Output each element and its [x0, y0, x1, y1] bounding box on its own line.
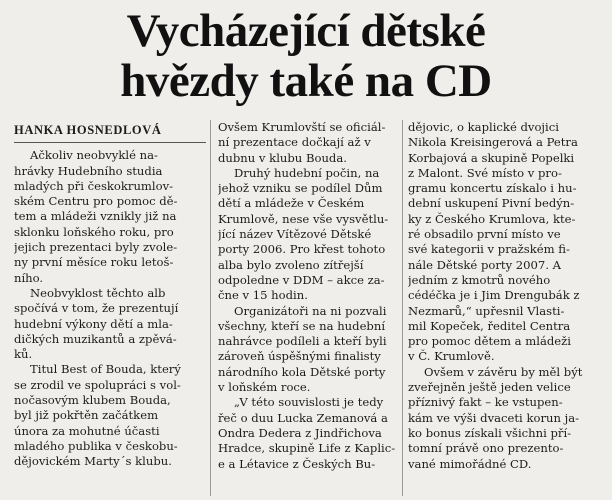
text-line: vané mimořádné CD. — [408, 456, 532, 471]
text-line: hudební výkony dětí a mla- — [14, 316, 173, 331]
column-divider — [210, 120, 211, 496]
text-line: čne v 15 hodin. — [218, 288, 308, 303]
text-line: tem a mládeži vznikly již na — [14, 209, 177, 224]
text-line: dětí a mládeže v Českém — [218, 196, 365, 211]
text-line: Neobvyklost těchto alb — [30, 285, 166, 300]
text-line: mil Kopeček, ředitel Centra — [408, 318, 571, 333]
text-line: hrávky Hudebního studia — [14, 163, 163, 178]
headline-line-1: Vycházející dětské — [126, 5, 486, 57]
text-line: Ondra Dedera z Jindřichova — [218, 425, 382, 440]
text-line: odpoledne v DDM – akce za- — [218, 272, 385, 287]
text-line: ní prezentace dočkají až v — [218, 135, 371, 150]
text-line: ré obsadilo první místo ve — [408, 227, 561, 242]
text-line: nahrávce podíleli a kteří byli — [218, 334, 387, 349]
text-line: byl již pokřtěn začátkem — [14, 408, 159, 423]
text-line: národního kola Dětské porty — [218, 364, 386, 379]
text-line: Ovšem v závěru by měl být — [424, 364, 583, 379]
text-line: Korbajová a skupině Popelki — [408, 150, 575, 165]
text-line: tomní právě ono prezento- — [408, 441, 564, 456]
byline: HANKA HOSNEDLOVÁ — [14, 123, 206, 143]
text-line: nále Dětské porty 2007. A — [408, 257, 562, 272]
text-line: sklonku loňského roku, pro — [14, 224, 174, 239]
text-line: z Malont. Své místo v pro- — [408, 165, 562, 180]
text-line: ky z Českého Krumlova, kte- — [408, 211, 576, 226]
text-line: mladých při českokrumlov- — [14, 178, 174, 193]
text-line: dební uskupení Pivní bedýn- — [408, 196, 575, 211]
text-line: zároveň úspěšnými finalisty — [218, 349, 381, 364]
text-line: „V této souvislosti je tedy — [234, 395, 384, 410]
text-line: Ovšem Krumlovští se oficiál- — [218, 120, 386, 134]
text-line: Krumlově, nese vše vysvětlu- — [218, 211, 389, 226]
text-line: zveřejněn ještě jeden velice — [408, 380, 571, 395]
text-line: se zrodil ve spolupráci s vol- — [14, 377, 181, 392]
text-line: ního. — [14, 270, 44, 285]
article-column-3 — [408, 120, 600, 500]
text-line: pro pomoc dětem a mládeži — [408, 334, 571, 349]
text-line: ko bonus získali všichni pří- — [408, 425, 572, 440]
text-line: kám ve výši dvaceti korun ja- — [408, 410, 580, 425]
column-divider — [402, 120, 403, 496]
text-line: gramu koncertu získalo i hu- — [408, 181, 577, 196]
text-line: Nikola Kreisingerová a Petra — [408, 135, 578, 150]
text-line: nočasovým klubem Bouda, — [14, 393, 171, 408]
text-line: Nezmarů,“ upřesnil Vlasti- — [408, 303, 565, 318]
text-line: všechny, kteří se na hudební — [218, 318, 386, 333]
text-line: dějovic, o kaplické dvojici — [408, 120, 559, 134]
text-line: alba bylo zvoleno zítřejší — [218, 257, 364, 272]
text-line: Druhý hudební počin, na — [234, 165, 380, 180]
text-line: dějovickém Marty´s klubu. — [14, 454, 172, 469]
text-line: své kategorii v pražském fi- — [408, 242, 570, 257]
article-column-2 — [218, 120, 398, 500]
text-line: mladého publika v českobu- — [14, 438, 178, 453]
text-line: ském Centru pro pomoc dě- — [14, 194, 178, 209]
text-line: v loňském roce. — [218, 380, 311, 395]
text-line: Ačkoliv neobvyklé na- — [30, 148, 158, 163]
article-column-1 — [14, 120, 206, 500]
text-line: dubnu v klubu Bouda. — [218, 150, 347, 165]
article-headline — [0, 6, 612, 106]
text-line: jejich prezentaci byly zvole- — [14, 240, 178, 255]
headline-line-2: hvězdy také na CD — [120, 55, 492, 107]
text-line: spočívá v tom, že prezentují — [14, 301, 179, 316]
text-line: Titul Best of Bouda, který — [30, 362, 181, 377]
text-line: Organizátoři na ni pozvali — [234, 303, 387, 318]
text-line: v Č. Krumlově. — [408, 349, 495, 364]
text-line: příznivý fakt – ke vstupen- — [408, 395, 563, 410]
text-line: řeč o duu Lucka Zemanová a — [218, 410, 388, 425]
text-line: února za mohutné účasti — [14, 423, 160, 438]
text-line: jící název Vítězové Dětské — [218, 227, 372, 242]
text-line: jedním z kmotrů nového — [408, 272, 551, 287]
text-line: e a Létavice z Českých Bu- — [218, 456, 376, 471]
text-line: dičkých muzikantů a zpěvá- — [14, 331, 177, 346]
text-line: cédéčka je i Jim Drengubák z — [408, 288, 580, 303]
text-line: ků. — [14, 347, 33, 362]
text-line: jehož vzniku se podílel Dům — [218, 181, 383, 196]
text-line: ny první měsíce roku letoš- — [14, 255, 174, 270]
text-line: Hradce, skupině Life z Kaplic- — [218, 441, 396, 456]
text-line: porty 2006. Pro křest tohoto — [218, 242, 386, 257]
